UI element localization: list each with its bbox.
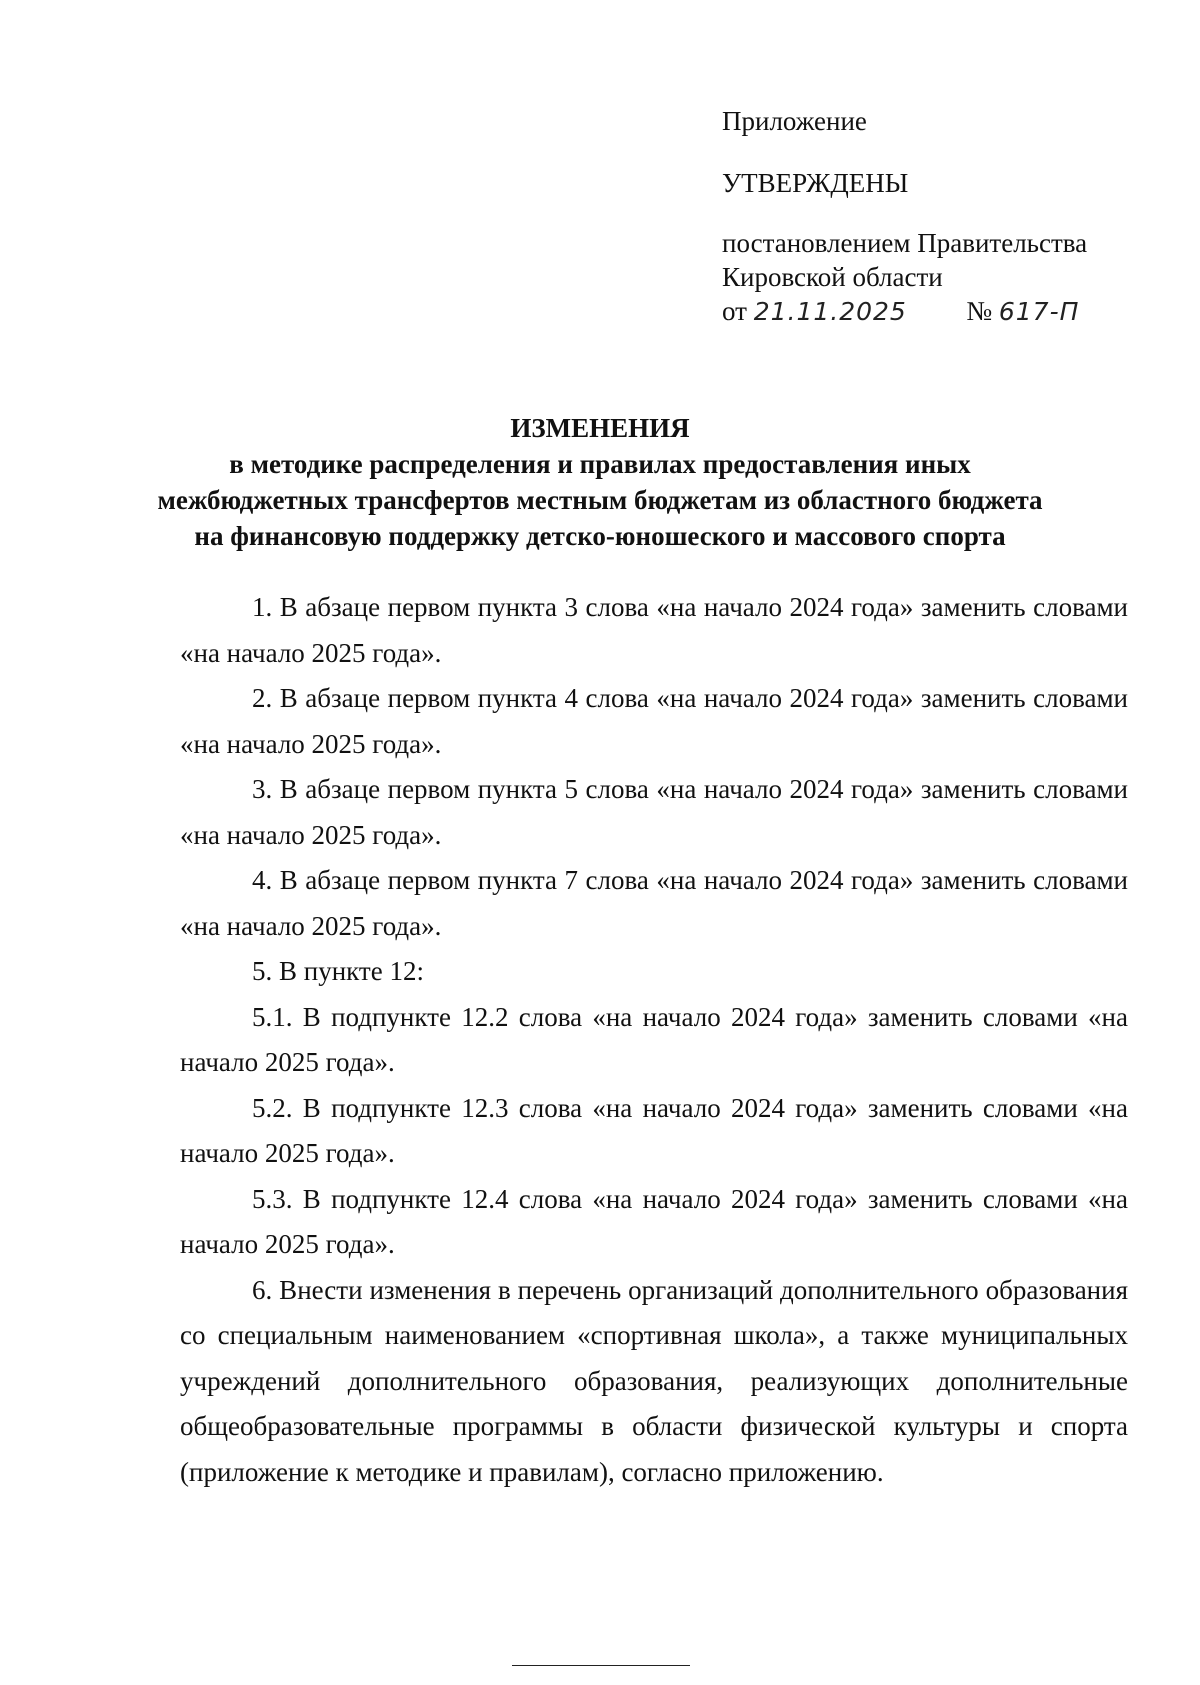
handwritten-number: 617-П (998, 297, 1080, 326)
title-main: ИЗМЕНЕНИЯ (510, 413, 690, 443)
paragraph-3: 3. В абзаце первом пункта 5 слова «на начало 2024 года» заменить словами «на начало 2025 года». (180, 774, 1128, 850)
resolution-date-number (722, 294, 1079, 329)
document-body (180, 585, 1128, 1495)
date-prefix: от (722, 296, 747, 326)
paragraph-5: 5. В пункте 12: (252, 956, 424, 986)
paragraph-2: 2. В абзаце первом пункта 4 слова «на начало 2024 года» заменить словами «на начало 2025 года». (180, 683, 1128, 759)
handwritten-date: 21.11.2025 (753, 297, 907, 326)
title-line-2: межбюджетных трансфертов местным бюджетам из областного бюджета (157, 485, 1043, 515)
appendix-label: Приложение (722, 106, 867, 136)
closing-rule (512, 1665, 690, 1666)
paragraph-6: 6. Внести изменения в перечень организаций дополнительного образования со специальным наименованием «спортивная школа», а также муниципальных учреждений дополнительного образования, реализующих дополнительные общеобразовательные программы в области физической культуры и спорта (приложение к методике и правилам), согласно приложению. (180, 1274, 1128, 1487)
title-line-3: на финансовую поддержку детско-юношеского и массового спорта (194, 521, 1006, 551)
paragraph-1: 1. В абзаце первом пункта 3 слова «на начало 2024 года» заменить словами «на начало 2025 года». (180, 592, 1128, 668)
title-line-1: в методике распределения и правилах предоставления иных (229, 449, 971, 479)
resolution-line-2: Кировской области (722, 262, 943, 292)
paragraph-5-3: 5.3. В подпункте 12.4 слова «на начало 2024 года» заменить словами «на начало 2025 года». (180, 1183, 1128, 1259)
resolution-line-1: постановлением Правительства (722, 228, 1088, 258)
number-prefix: № (966, 296, 993, 326)
paragraph-4: 4. В абзаце первом пункта 7 слова «на начало 2024 года» заменить словами «на начало 2025 года». (180, 865, 1128, 941)
paragraph-5-1: 5.1. В подпункте 12.2 слова «на начало 2024 года» заменить словами «на начало 2025 года». (180, 1001, 1128, 1077)
approved-label: УТВЕРЖДЕНЫ (722, 168, 909, 198)
document-title (150, 410, 1050, 554)
paragraph-5-2: 5.2. В подпункте 12.3 слова «на начало 2024 года» заменить словами «на начало 2025 года». (180, 1092, 1128, 1168)
